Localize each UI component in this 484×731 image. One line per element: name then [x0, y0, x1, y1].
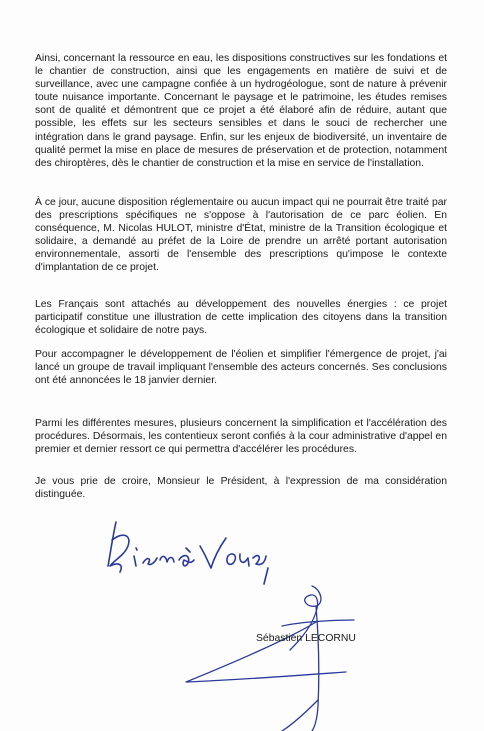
- letter-paragraph-procedures: Parmi les différentes mesures, plusieurs concernent la simplification et l'accélération des procédures. Désormais, les contentieux seront confiés à la cour administrative d'appel en premier et dernier ressort ce qui permettra d'accélérer les procédures.: [35, 418, 447, 456]
- handwritten-greeting: [108, 522, 268, 584]
- signer-name: Sébastien LECORNU: [256, 633, 356, 644]
- letter-paragraph-closing: Je vous prie de croire, Monsieur le Président, à l'expression de ma considération distinguée.: [35, 476, 447, 501]
- signature: [186, 586, 354, 731]
- letter-paragraph-authorisation: À ce jour, aucune disposition réglementaire ou aucun impact qui ne pourrait être traité par des prescriptions spécifiques ne s'oppose à l'autorisation de ce parc éolien. En conséquence, M. Nicolas HULOT, ministre d'État, ministre de la Transition écologique et solidaire, a demandé au préfet de la Loire de prendre un arrêté portant autorisation environnementale, assorti de l'ensemble des prescriptions qu'impose le contexte d'implantation de ce projet.: [35, 197, 447, 274]
- letter-paragraph-working-group: Pour accompagner le développement de l'éolien et simplifier l'émergence de projet, j'ai lancé un groupe de travail impliquant l'ensemble des acteurs concernés. Ses conclusions ont été annoncées le 18 janvier dernier.: [35, 349, 447, 387]
- letter-paragraph-new-energies: Les Français sont attachés au développement des nouvelles énergies : ce projet participatif constitue une illustration de cette implication des citoyens dans la transition écologique et solidaire de notre pays.: [35, 299, 447, 337]
- letter-paragraph-water-landscape: Ainsi, concernant la ressource en eau, les dispositions constructives sur les fondations et le chantier de construction, ainsi que les engagements en matière de suivi et de surveillance, avec une campagne confiée à un hydrogéologue, sont de nature à prévenir toute nuisance importante. Concernant le paysage et le patrimoine, les études remises sont de qualité et démontrent que ce projet a été élaboré afin de réduire, autant que possible, les effets sur les secteurs sensibles et dans le souci de rechercher une intégration dans le grand paysage. Enfin, sur les enjeux de biodiversité, un inventaire de qualité permet la mise en place de mesures de préservation et de protection, notamment des chiroptères, dès le chantier de construction et la mise en service de l'installation.: [35, 53, 447, 169]
